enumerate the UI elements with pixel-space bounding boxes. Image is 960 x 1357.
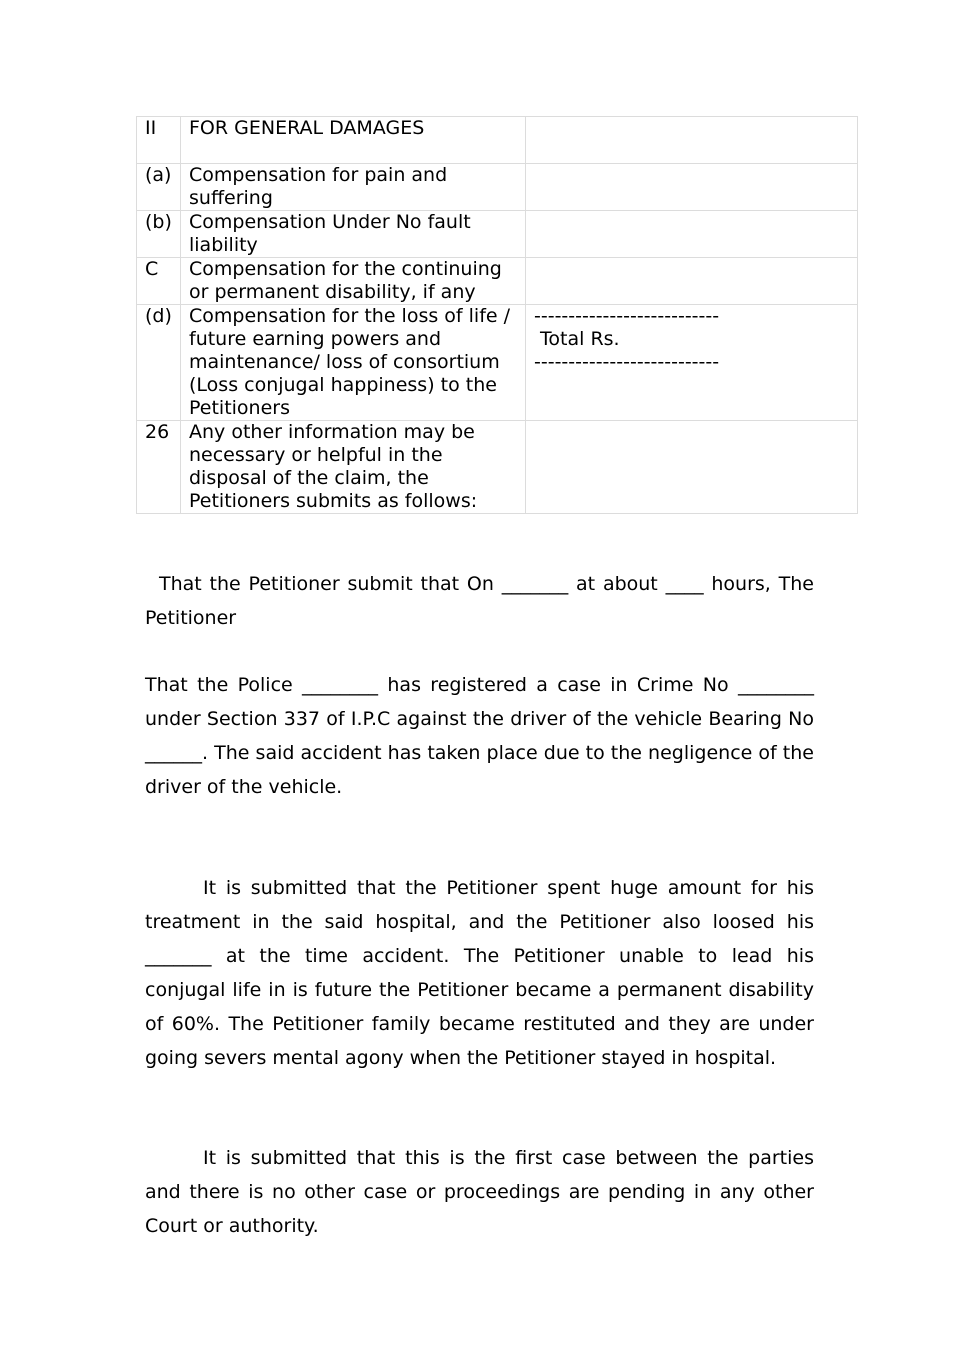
row-number: C [137, 258, 181, 305]
paragraph-police-case: That the Police ________ has registered a case in Crime No ________ under Section 337 of I.P.C against the driver of the vehicle Bearing No ______. The said accident has taken place due to the negligence of the driver of the vehicle. [145, 674, 814, 798]
table-row [137, 258, 858, 305]
table-row [137, 211, 858, 258]
amount-cell [526, 258, 858, 305]
total-cell [526, 305, 858, 421]
table-row-general-damages [137, 117, 858, 164]
amount-cell [526, 211, 858, 258]
row-number: II [137, 117, 181, 164]
row-number: (d) [137, 305, 181, 421]
total-label: Total Rs. [534, 328, 620, 350]
row-label: Compensation for pain and suffering [181, 164, 526, 211]
amount-cell [526, 117, 858, 164]
row-number: (b) [137, 211, 181, 258]
damages-table [136, 116, 858, 514]
row-number: 26 [137, 421, 181, 514]
table-row [137, 164, 858, 211]
paragraph-first-case: It is submitted that this is the first case between the parties and there is no other case or proceedings are pending in any other Court or authority. [145, 1147, 814, 1237]
row-label: Compensation for the continuing or permanent disability, if any [181, 258, 526, 305]
row-label: Compensation for the loss of life / future earning powers and maintenance/ loss of consortium (Loss conjugal happiness) to the Petitioners [181, 305, 526, 421]
row-label: Any other information may be necessary or helpful in the disposal of the claim, the Petitioners submits as follows: [181, 421, 526, 514]
paragraph-treatment: It is submitted that the Petitioner spent huge amount for his treatment in the said hospital, and the Petitioner also loosed his _______ at the time accident. The Petitioner unable to lead his conjugal life in is future the Petitioner became a permanent disability of 60%. The Petitioner family became restituted and they are under going severs mental agony when the Petitioner stayed in hospital. [145, 877, 814, 1069]
table-row [137, 305, 858, 421]
amount-cell [526, 164, 858, 211]
row-number: (a) [137, 164, 181, 211]
row-label: Compensation Under No fault liability [181, 211, 526, 258]
table-row [137, 421, 858, 514]
amount-cell [526, 421, 858, 514]
paragraph-incident: That the Petitioner submit that On _______ at about ____ hours, The Petitioner [145, 573, 814, 629]
section-heading: FOR GENERAL DAMAGES [181, 117, 526, 164]
total-top-rule: --------------------------- [534, 305, 720, 327]
total-bottom-rule: --------------------------- [534, 351, 720, 373]
